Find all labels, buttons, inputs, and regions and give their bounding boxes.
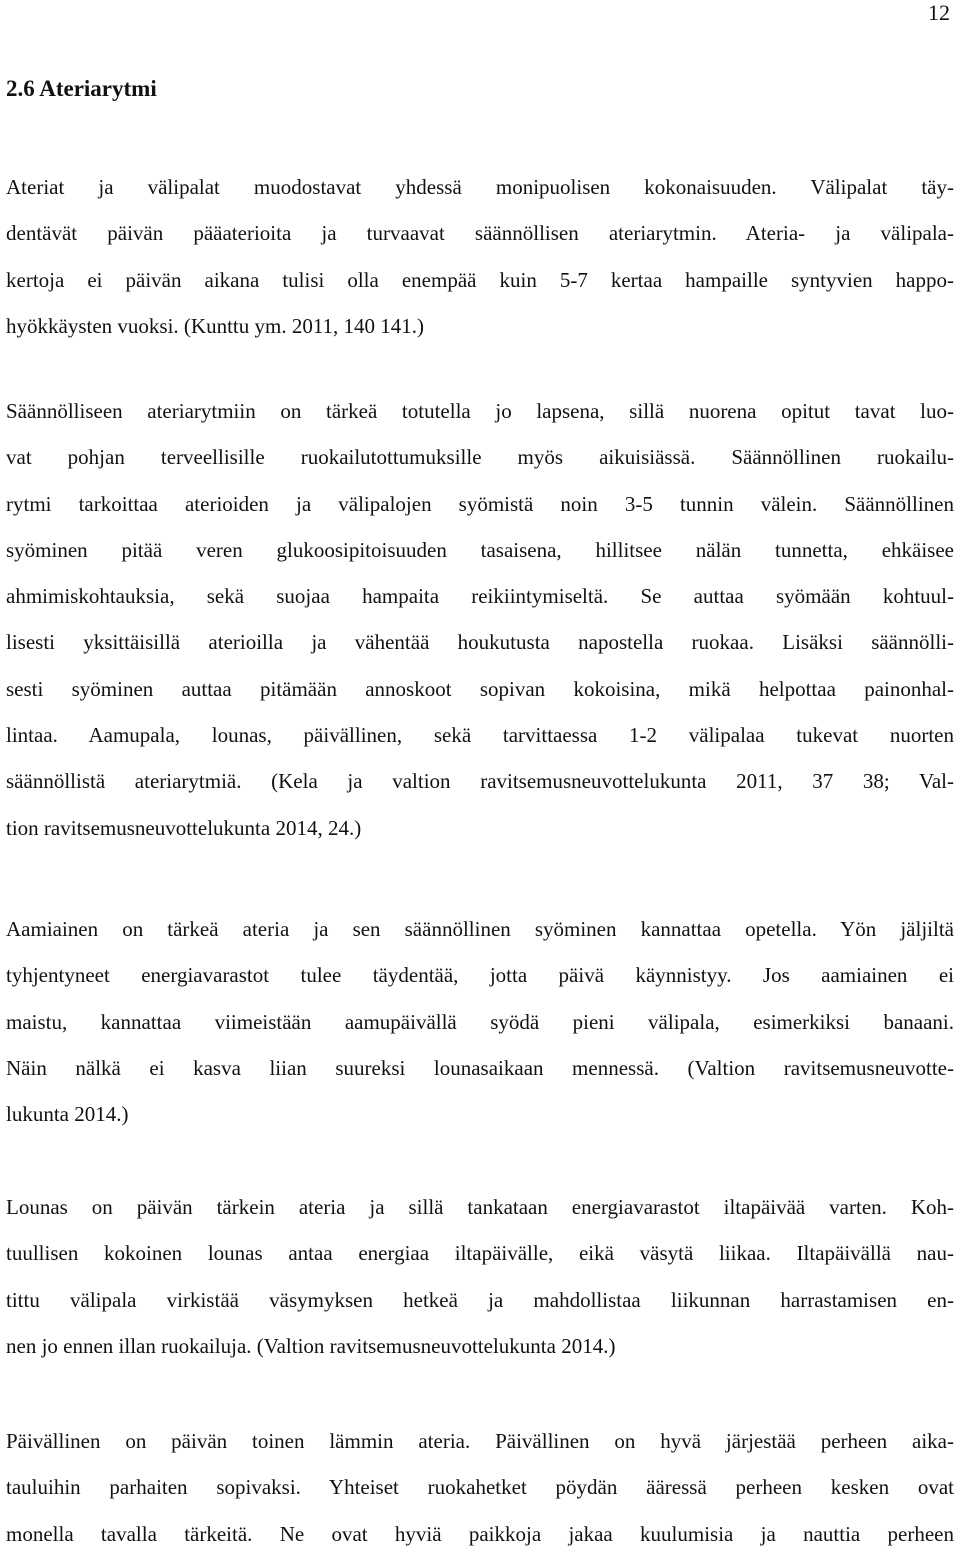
text-line: syöminen pitää veren glukoosipitoisuuden tasaisena, hillitsee nälän tunnetta, ehkäisee (6, 537, 954, 562)
text-line: rytmi tarkoittaa aterioiden ja välipalojen syömistä noin 3-5 tunnin välein. Säännöllinen (6, 491, 954, 516)
text-line: tauluihin parhaiten sopivaksi. Yhteiset ruokahetket pöydän ääressä perheen kesken ovat (6, 1475, 954, 1500)
text-line: tion ravitsemusneuvottelukunta 2014, 24.) (6, 815, 362, 840)
text-line: Päivällinen on päivän toinen lämmin ateria. Päivällinen on hyvä järjestää perheen aika- (6, 1429, 954, 1453)
text-line: kertoja ei päivän aikana tulisi olla enempää kuin 5-7 kertaa hampaille syntyvien happo- (6, 267, 954, 292)
text-line: lintaa. Aamupala, lounas, päivällinen, sekä tarvittaessa 1-2 välipalaa tukevat nuorten (6, 723, 954, 748)
text-line: Aamiainen on tärkeä ateria ja sen säännöllinen syöminen kannattaa opetella. Yön jäljiltä (6, 917, 954, 941)
text-line: lisesti yksittäisillä aterioilla ja vähentää houkutusta napostella ruokaa. Lisäksi säännölli- (6, 630, 954, 655)
text-line: nen jo ennen illan ruokailuja. (Valtion ravitsemusneuvottelukunta 2014.) (6, 1333, 616, 1358)
text-line: Ateriat ja välipalat muodostavat yhdessä monipuolisen kokonaisuuden. Välipalat täy- (6, 175, 954, 199)
text-line: ahmimiskohtauksia, sekä suojaa hampaita reikiintymiseltä. Se auttaa syömään kohtuul- (6, 584, 954, 609)
text-line: tuullisen kokoinen lounas antaa energiaa iltapäivälle, eikä väsytä liikaa. Iltapäivällä nau- (6, 1241, 954, 1266)
text-line: Näin nälkä ei kasva liian suureksi lounasaikaan mennessä. (Valtion ravitsemusneuvotte- (6, 1055, 954, 1080)
text-line: lukunta 2014.) (6, 1102, 129, 1127)
paragraph-dinner (6, 1418, 954, 1557)
text-line: Lounas on päivän tärkein ateria ja sillä tankataan energiavarastot iltapäivää varten. Koh- (6, 1195, 954, 1219)
text-line: maistu, kannattaa viimeistään aamupäivällä syödä pieni välipala, esimerkiksi banaani. (6, 1009, 954, 1034)
text-line: Säännölliseen ateriarytmiin on tärkeä totutella jo lapsena, sillä nuorena opitut tavat luo- (6, 399, 954, 423)
text-line: tyhjentyneet energiavarastot tulee täydentää, jotta päivä käynnistyy. Jos aamiainen ei (6, 963, 954, 988)
page-number: 12 (928, 0, 950, 25)
paragraph-breakfast (6, 906, 954, 1137)
text-line: tittu välipala virkistää väsymyksen hetkeä ja mahdollistaa liikunnan harrastamisen en- (6, 1287, 954, 1312)
text-line: sesti syöminen auttaa pitämään annoskoot sopivan kokoisina, mikä helpottaa painonhal- (6, 676, 954, 701)
paragraph-lunch (6, 1184, 954, 1369)
section-heading: 2.6 Ateriarytmi (6, 76, 157, 101)
text-line: monella tavalla tärkeitä. Ne ovat hyviä paikkoja jakaa kuulumisia ja nauttia perheen (6, 1521, 954, 1546)
text-line: hyökkäysten vuoksi. (Kunttu ym. 2011, 140 141.) (6, 313, 425, 338)
text-line: säännöllistä ateriarytmiä. (Kela ja valtion ravitsemusneuvottelukunta 2011, 37 38; Val- (6, 769, 954, 794)
text-line: vat pohjan terveellisille ruokailutottumuksille myös aikuisiässä. Säännöllinen ruokailu- (6, 445, 954, 470)
paragraph-intro (6, 164, 954, 349)
text-line: dentävät päivän pääaterioita ja turvaavat säännöllisen ateriarytmin. Ateria- ja välipala- (6, 221, 954, 246)
paragraph-meal-rhythm (6, 388, 954, 851)
